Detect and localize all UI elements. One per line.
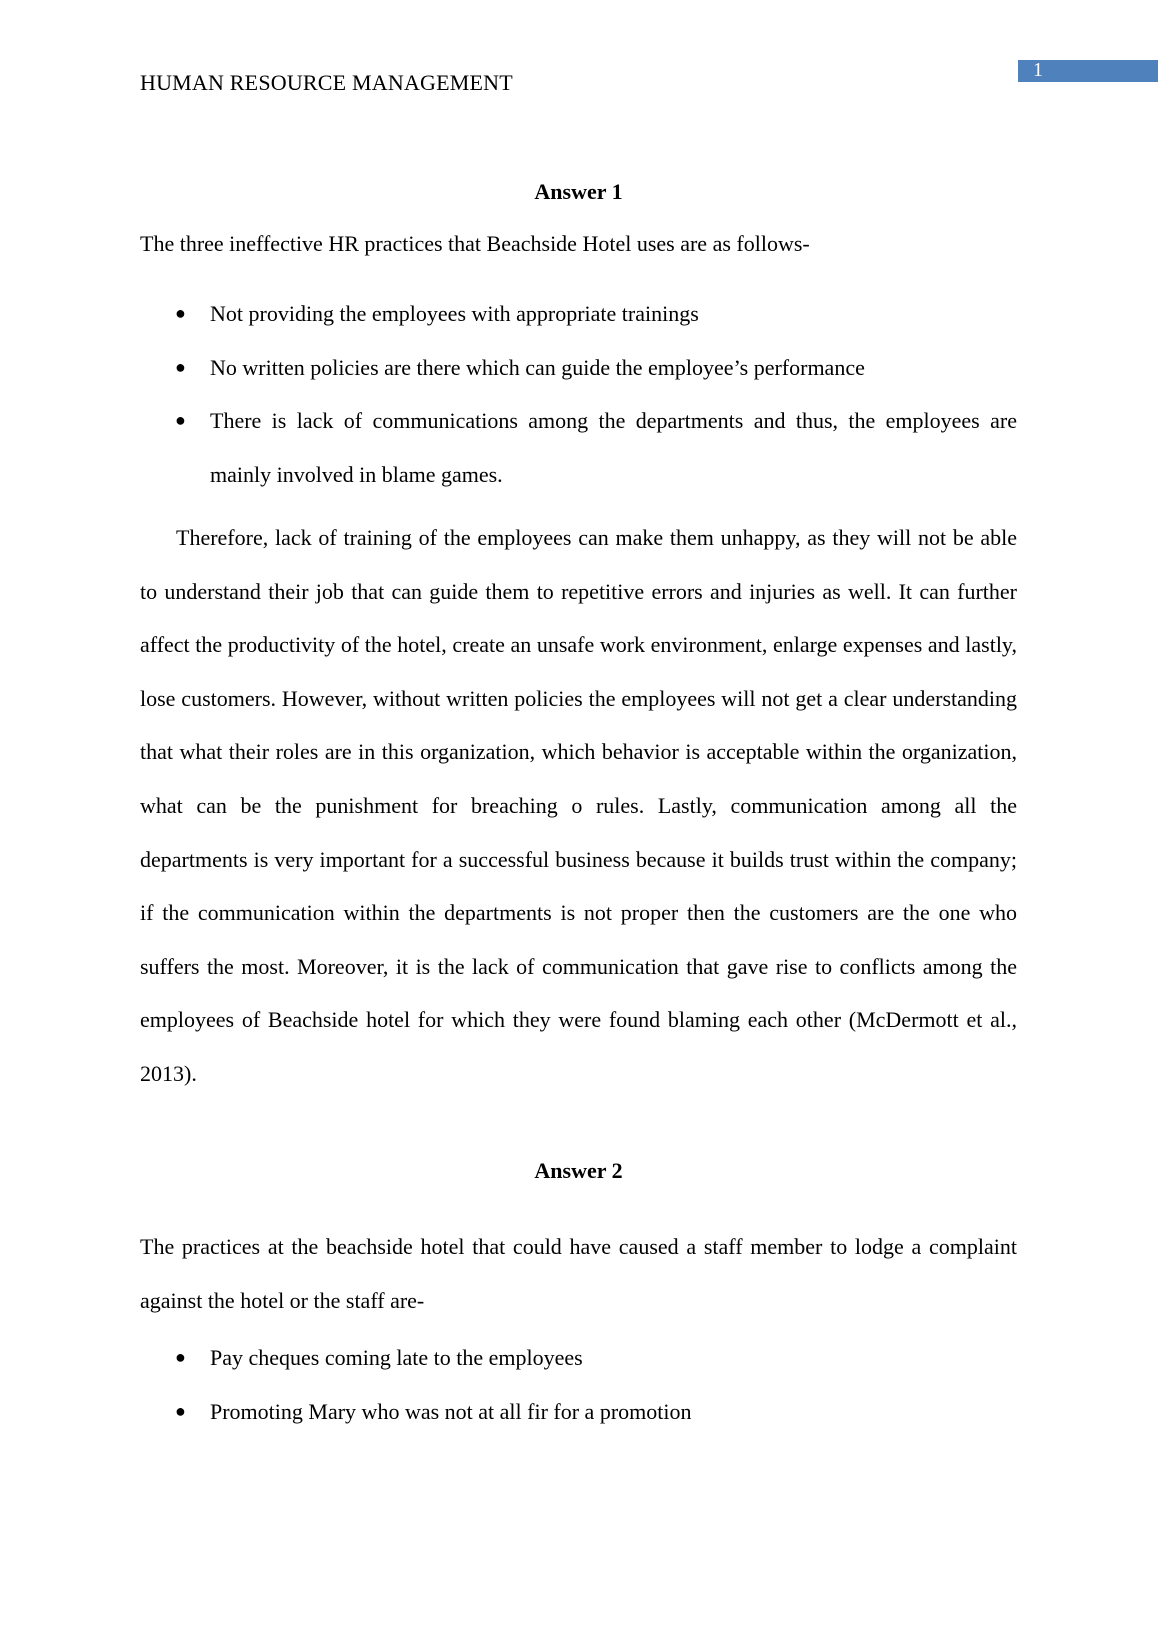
page-number: 1 (1033, 59, 1043, 81)
answer-2-heading: Answer 2 (534, 1158, 623, 1183)
bullet-icon: ● (175, 303, 186, 323)
list-item-text: Pay cheques coming late to the employees (210, 1345, 583, 1370)
list-item (140, 1331, 1017, 1385)
list-item (140, 394, 1017, 501)
list-item-text: There is lack of communications among the departments and thus, the employees are mainly involved in blame games. (210, 408, 1017, 487)
list-item-text: Promoting Mary who was not at all fir for a promotion (210, 1398, 692, 1424)
list-item (140, 287, 1017, 341)
answer-2-bullet-list (140, 1331, 1017, 1438)
list-item (140, 1385, 1017, 1439)
list-item-text: Not providing the employees with appropriate trainings (210, 301, 699, 326)
bullet-icon: ● (175, 1400, 186, 1421)
answer-1-bullet-list (140, 287, 1017, 501)
bullet-icon: ● (175, 1347, 186, 1367)
running-head: HUMAN RESOURCE MANAGEMENT (140, 70, 513, 95)
bullet-icon: ● (175, 410, 186, 431)
answer-2-intro: The practices at the beachside hotel that could have caused a staff member to lodge a complaint against the hotel or the staff are- (140, 1234, 1017, 1313)
bullet-icon: ● (175, 356, 186, 377)
answer-1-heading: Answer 1 (534, 179, 623, 204)
list-item (140, 341, 1017, 395)
list-item-text: No written policies are there which can guide the employee’s performance (210, 354, 865, 380)
answer-1-paragraph: Therefore, lack of training of the employees can make them unhappy, as they will not be able to understand their job that can guide them to repetitive errors and injuries as well. It can further affect the productivity of the hotel, create an unsafe work environment, enlarge expenses and lastly, lose customers. However, without written policies the employees will not get a clear understanding that what their roles are in this organization, which behavior is acceptable within the organization, what can be the punishment for breaching o rules. Lastly, communication among all the departments is very important for a successful business because it builds trust within the company; if the communication within the departments is not proper then the customers are the one who suffers the most. Moreover, it is the lack of communication that gave rise to conflicts among the employees of Beachside hotel for which they were found blaming each other (McDermott et al., 2013). (140, 525, 1017, 1086)
answer-1-intro: The three ineffective HR practices that Beachside Hotel uses are as follows- (140, 231, 810, 256)
